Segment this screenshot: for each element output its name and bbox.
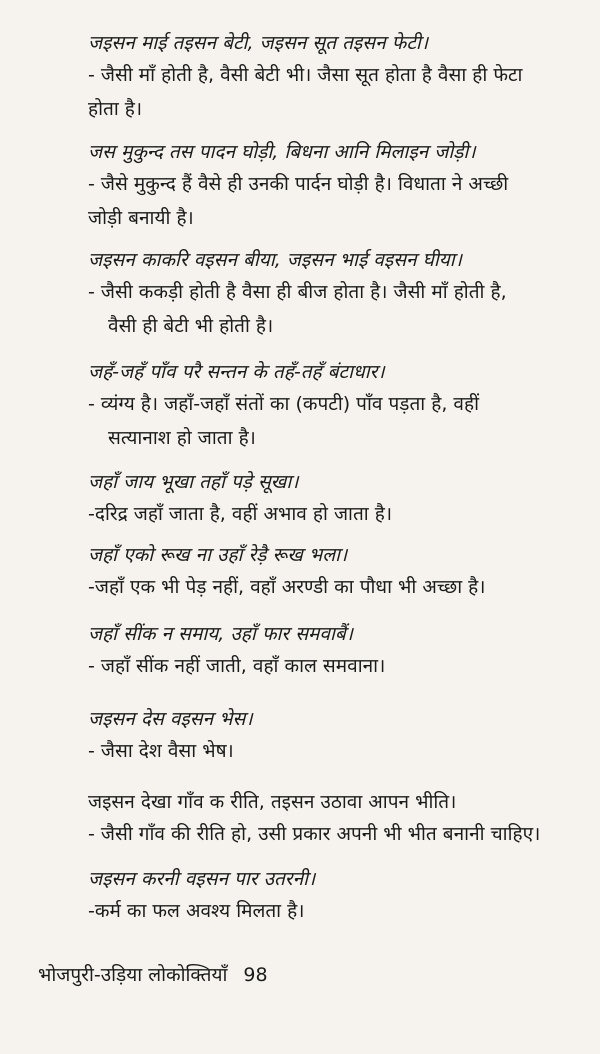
proverb-meaning xyxy=(88,58,588,126)
proverb-text: जहाँ एको रूख ना उहाँ रेड़ै रूख भला। xyxy=(88,544,348,566)
proverb-meaning xyxy=(88,570,588,604)
proverb-entry-1 xyxy=(88,28,588,126)
proverb-entry-5 xyxy=(88,467,588,531)
meaning-line: - जैसी ककड़ी होती है वैसा ही बीज होता है। जैसी माँ होती है, xyxy=(88,281,507,303)
meaning-line: जोड़ी बनायी है। xyxy=(88,207,194,229)
meaning-line: -जहाँ एक भी पेड़ नहीं, वहाँ अरण्डी का पौधा भी अच्छा है। xyxy=(88,576,486,598)
meaning-line: - जैसा देश वैसा भेष। xyxy=(88,740,234,762)
proverb-text: जइसन देखा गाँव क रीति, तइसन उठावा आपन भीति। xyxy=(88,791,457,813)
proverb-meaning xyxy=(88,275,588,343)
proverb-text: जस मुकुन्द तस पादन घोड़ी, बिधना आनि मिलाइन जोड़ी। xyxy=(88,141,476,163)
meaning-line: -कर्म का फल अवश्य मिलता है। xyxy=(88,900,305,922)
meaning-line: - जैसी गाँव की रीति हो, उसी प्रकार अपनी भी भीत बनानी चाहिए। xyxy=(88,823,541,845)
meaning-line: - जैसी माँ होती है, वैसी बेटी भी। जैसा सूत होता है वैसा ही फेटा xyxy=(88,64,523,86)
meaning-line: सत्यानाश हो जाता है। xyxy=(108,427,256,449)
proverb-meaning xyxy=(88,894,588,928)
proverb-text: जहँ-जहँ पाँव परै सन्तन के तहँ-तहँ बंटाधार। xyxy=(88,361,385,383)
book-title: भोजपुरी-उड़िया लोकोक्तियाँ xyxy=(38,964,228,986)
proverb-entry-9 xyxy=(88,787,588,851)
proverb-meaning xyxy=(88,817,588,851)
proverb-meaning xyxy=(88,387,588,455)
proverb-entry-2 xyxy=(88,137,588,235)
meaning-line: होता है। xyxy=(88,98,143,120)
proverb-text: जइसन काकरि वइसन बीया, जइसन भाई वइसन घीया। xyxy=(88,249,462,271)
proverb-text: जहाँ जाय भूखा तहाँ पड़े सूखा। xyxy=(88,471,299,493)
page-number: 98 xyxy=(243,964,268,986)
proverb-entry-6 xyxy=(88,540,588,604)
proverb-entry-4 xyxy=(88,357,588,455)
meaning-line: -दरिद्र जहाँ जाता है, वहीं अभाव हो जाता है। xyxy=(88,503,393,525)
proverb-entry-3 xyxy=(88,245,588,343)
proverb-entry-7 xyxy=(88,619,588,683)
proverb-text: जइसन देस वइसन भेस। xyxy=(88,708,253,730)
meaning-line: - जैसे मुकुन्द हैं वैसे ही उनकी पार्दन घोड़ी है। विधाता ने अच्छी xyxy=(88,173,509,195)
meaning-line: - जहाँ सींक नहीं जाती, वहाँ काल समवाना। xyxy=(88,655,386,677)
proverb-text: जहाँ सींक न समाय, उहाँ फार समवाबैं। xyxy=(88,623,353,645)
proverb-entry-10 xyxy=(88,864,588,928)
proverb-meaning xyxy=(88,167,588,235)
page-footer xyxy=(38,962,268,988)
meaning-line: - व्यंग्य है। जहाँ-जहाँ संतों का (कपटी) पाँव पड़ता है, वहीं xyxy=(88,393,479,415)
proverb-entry-8 xyxy=(88,704,588,768)
proverb-meaning xyxy=(88,734,588,768)
proverb-meaning xyxy=(88,497,588,531)
proverb-text: जइसन करनी वइसन पार उतरनी। xyxy=(88,868,316,890)
proverb-meaning xyxy=(88,649,588,683)
meaning-line: वैसी ही बेटी भी होती है। xyxy=(108,315,274,337)
proverb-text: जइसन माई तइसन बेटी, जइसन सूत तइसन फेटी। xyxy=(88,32,429,54)
